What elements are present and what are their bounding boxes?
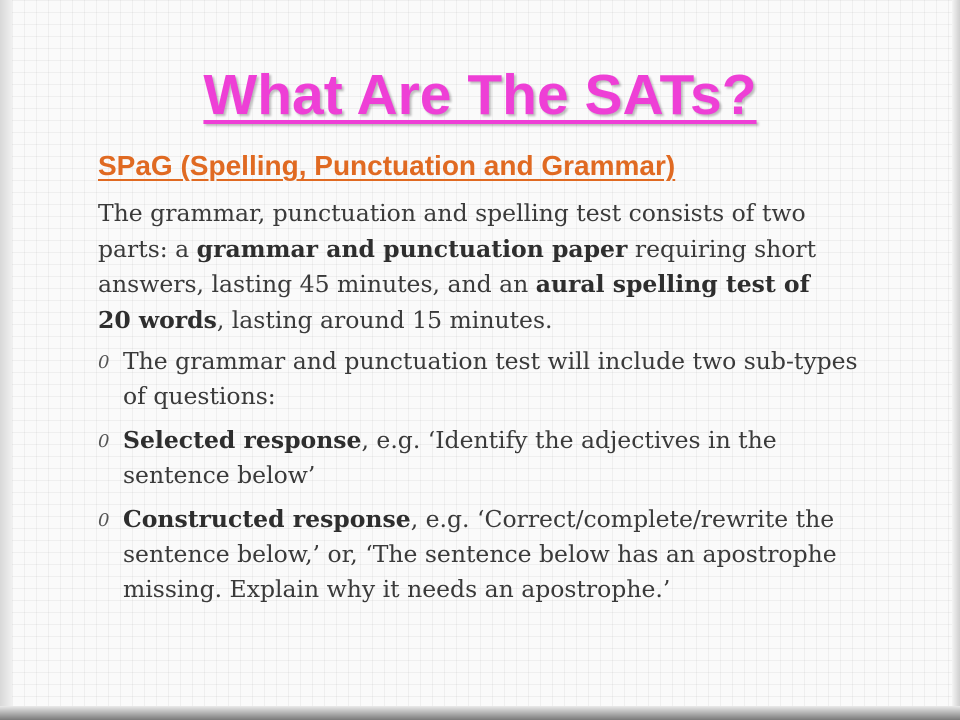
- bullet-item: [98, 423, 873, 493]
- bullet-marker-icon: 0: [98, 431, 110, 452]
- bullet-item: [98, 344, 873, 414]
- bullet-marker-icon: 0: [98, 352, 110, 373]
- slide-title: What Are The SATs?: [203, 63, 757, 127]
- intro-paragraph: [98, 196, 838, 338]
- section-heading: SPaG (Spelling, Punctuation and Grammar): [98, 150, 676, 181]
- intro-bold-2: aural spelling test of 20 words: [98, 270, 810, 334]
- bullet-bold: Constructed response: [123, 505, 411, 533]
- bullet-list: [98, 344, 873, 616]
- slide-bottom-shadow: [0, 706, 960, 720]
- bullet-text: , e.g. ‘Identify the adjectives in the sentence below’: [123, 426, 777, 489]
- bullet-text: , e.g. ‘Correct/complete/rewrite the sentence below,’ or, ‘The sentence below has an apostrophe missing. Explain why it needs an apostrophe.’: [123, 505, 837, 603]
- intro-text-3: , lasting around 15 minutes.: [216, 305, 553, 334]
- bullet-item: [98, 502, 873, 607]
- intro-text-1: The grammar, punctuation and spelling test consists of two parts: a: [98, 199, 806, 263]
- bullet-marker-icon: 0: [98, 510, 110, 531]
- bullet-bold: Selected response: [123, 426, 362, 454]
- intro-text-2: requiring short answers, lasting 45 minutes, and an: [98, 234, 817, 298]
- bullet-text: The grammar and punctuation test will include two sub-types of questions:: [123, 347, 858, 410]
- intro-bold-1: grammar and punctuation paper: [196, 234, 628, 263]
